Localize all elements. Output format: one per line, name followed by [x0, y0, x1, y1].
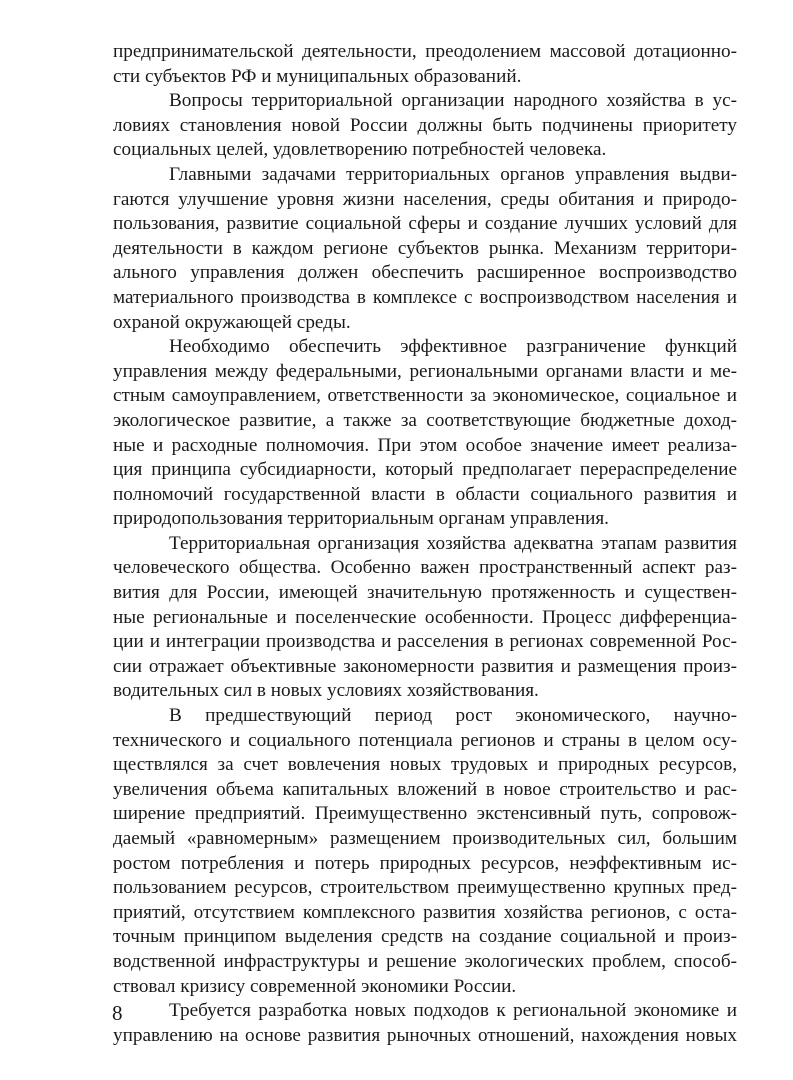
- text-line: даемый «равномерным» размещением производительных сил, большим: [113, 828, 737, 849]
- text-line: приятий, отсутствием комплексного развития хозяйства регионов, с оста-: [113, 901, 737, 923]
- text-line: технического и социального потенциала регионов и страны в целом осу-: [113, 729, 737, 751]
- text-line: природопользования территориальным органам управления.: [113, 508, 609, 530]
- text-line: деятельности в каждом регионе субъектов рынка. Механизм территори-: [113, 237, 737, 259]
- text-line: ные региональные и поселенческие особенности. Процесс дифференциа-: [113, 606, 737, 628]
- text-line: стным самоуправлением, ответственности за экономическое, социальное и: [113, 385, 737, 407]
- text-line: водительных сил в новых условиях хозяйствования.: [113, 680, 539, 702]
- text-line: ществлялся за счет вовлечения новых трудовых и природных ресурсов,: [113, 754, 737, 776]
- text-line: увеличения объема капитальных вложений в новое строительство и рас-: [113, 778, 737, 800]
- text-line: гаются улучшение уровня жизни населения, среды обитания и природо-: [113, 188, 737, 210]
- page-number: 8: [112, 1001, 123, 1025]
- text-line: Необходимо обеспечить эффективное разграничение функций: [169, 336, 737, 358]
- text-line: предпринимательской деятельности, преодолением массовой дотационно-: [113, 41, 737, 62]
- text-line: охраной окружающей среды.: [113, 311, 351, 333]
- text-line: ция принципа субсидиарности, который предполагает перераспределение: [113, 459, 737, 481]
- paragraph: [113, 704, 737, 999]
- paragraph: [113, 999, 737, 1048]
- text-line: человеческого общества. Особенно важен пространственный аспект раз-: [113, 557, 737, 579]
- text-line: ширение предприятий. Преимущественно экстенсивный путь, сопровож-: [113, 803, 737, 825]
- text-line: полномочий государственной власти в области социального развития и: [113, 483, 737, 505]
- text-line: Территориальная организация хозяйства адекватна этапам развития: [169, 532, 737, 554]
- text-line: управлению на основе развития рыночных отношений, нахождения новых: [113, 1024, 737, 1046]
- text-line: В предшествующий период рост экономического, научно-: [169, 705, 737, 727]
- paragraph: [113, 163, 737, 335]
- text-line: точным принципом выделения средств на создание социальной и произ-: [113, 926, 737, 948]
- text-line: экологическое развитие, а также за соответствующие бюджетные доход-: [113, 409, 737, 431]
- text-line: Главными задачами территориальных органов управления выдви-: [169, 163, 737, 185]
- paragraph: [113, 335, 737, 532]
- text-line: пользованием ресурсов, строительством преимущественно крупных пред-: [113, 877, 737, 899]
- text-line: ции и интеграции производства и расселения в регионах современной Рос-: [113, 631, 737, 653]
- text-line: ствовал кризису современной экономики России.: [113, 975, 517, 997]
- text-line: ные и расходные полномочия. При этом особое значение имеет реализа-: [113, 434, 737, 456]
- text-line: пользования, развитие социальной сферы и создание лучших условий для: [113, 213, 737, 235]
- text-line: вития для России, имеющей значительную протяженность и существен-: [113, 582, 737, 604]
- text-line: ального управления должен обеспечить расширенное воспроизводство: [113, 262, 737, 284]
- text-line: Вопросы территориальной организации народного хозяйства в ус-: [169, 90, 737, 112]
- text-line: ростом потребления и потерь природных ресурсов, неэффективным ис-: [113, 852, 737, 874]
- text-line: материального производства в комплексе с воспроизводством населения и: [113, 286, 737, 308]
- text-line: Требуется разработка новых подходов к региональной экономике и: [169, 1000, 737, 1022]
- paragraph: [113, 40, 737, 89]
- text-line: сти субъектов РФ и муниципальных образований.: [113, 65, 522, 87]
- text-line: сии отражает объективные закономерности развития и размещения произ-: [113, 655, 737, 677]
- paragraph: [113, 532, 737, 704]
- text-line: управления между федеральными, региональными органами власти и ме-: [113, 360, 737, 382]
- text-line: социальных целей, удовлетворению потребностей человека.: [113, 139, 607, 161]
- paragraph: [113, 89, 737, 163]
- text-line: водственной инфраструктуры и решение экологических проблем, способ-: [113, 950, 737, 972]
- text-line: ловиях становления новой России должны быть подчинены приоритету: [113, 114, 737, 136]
- body-text: [113, 40, 737, 1048]
